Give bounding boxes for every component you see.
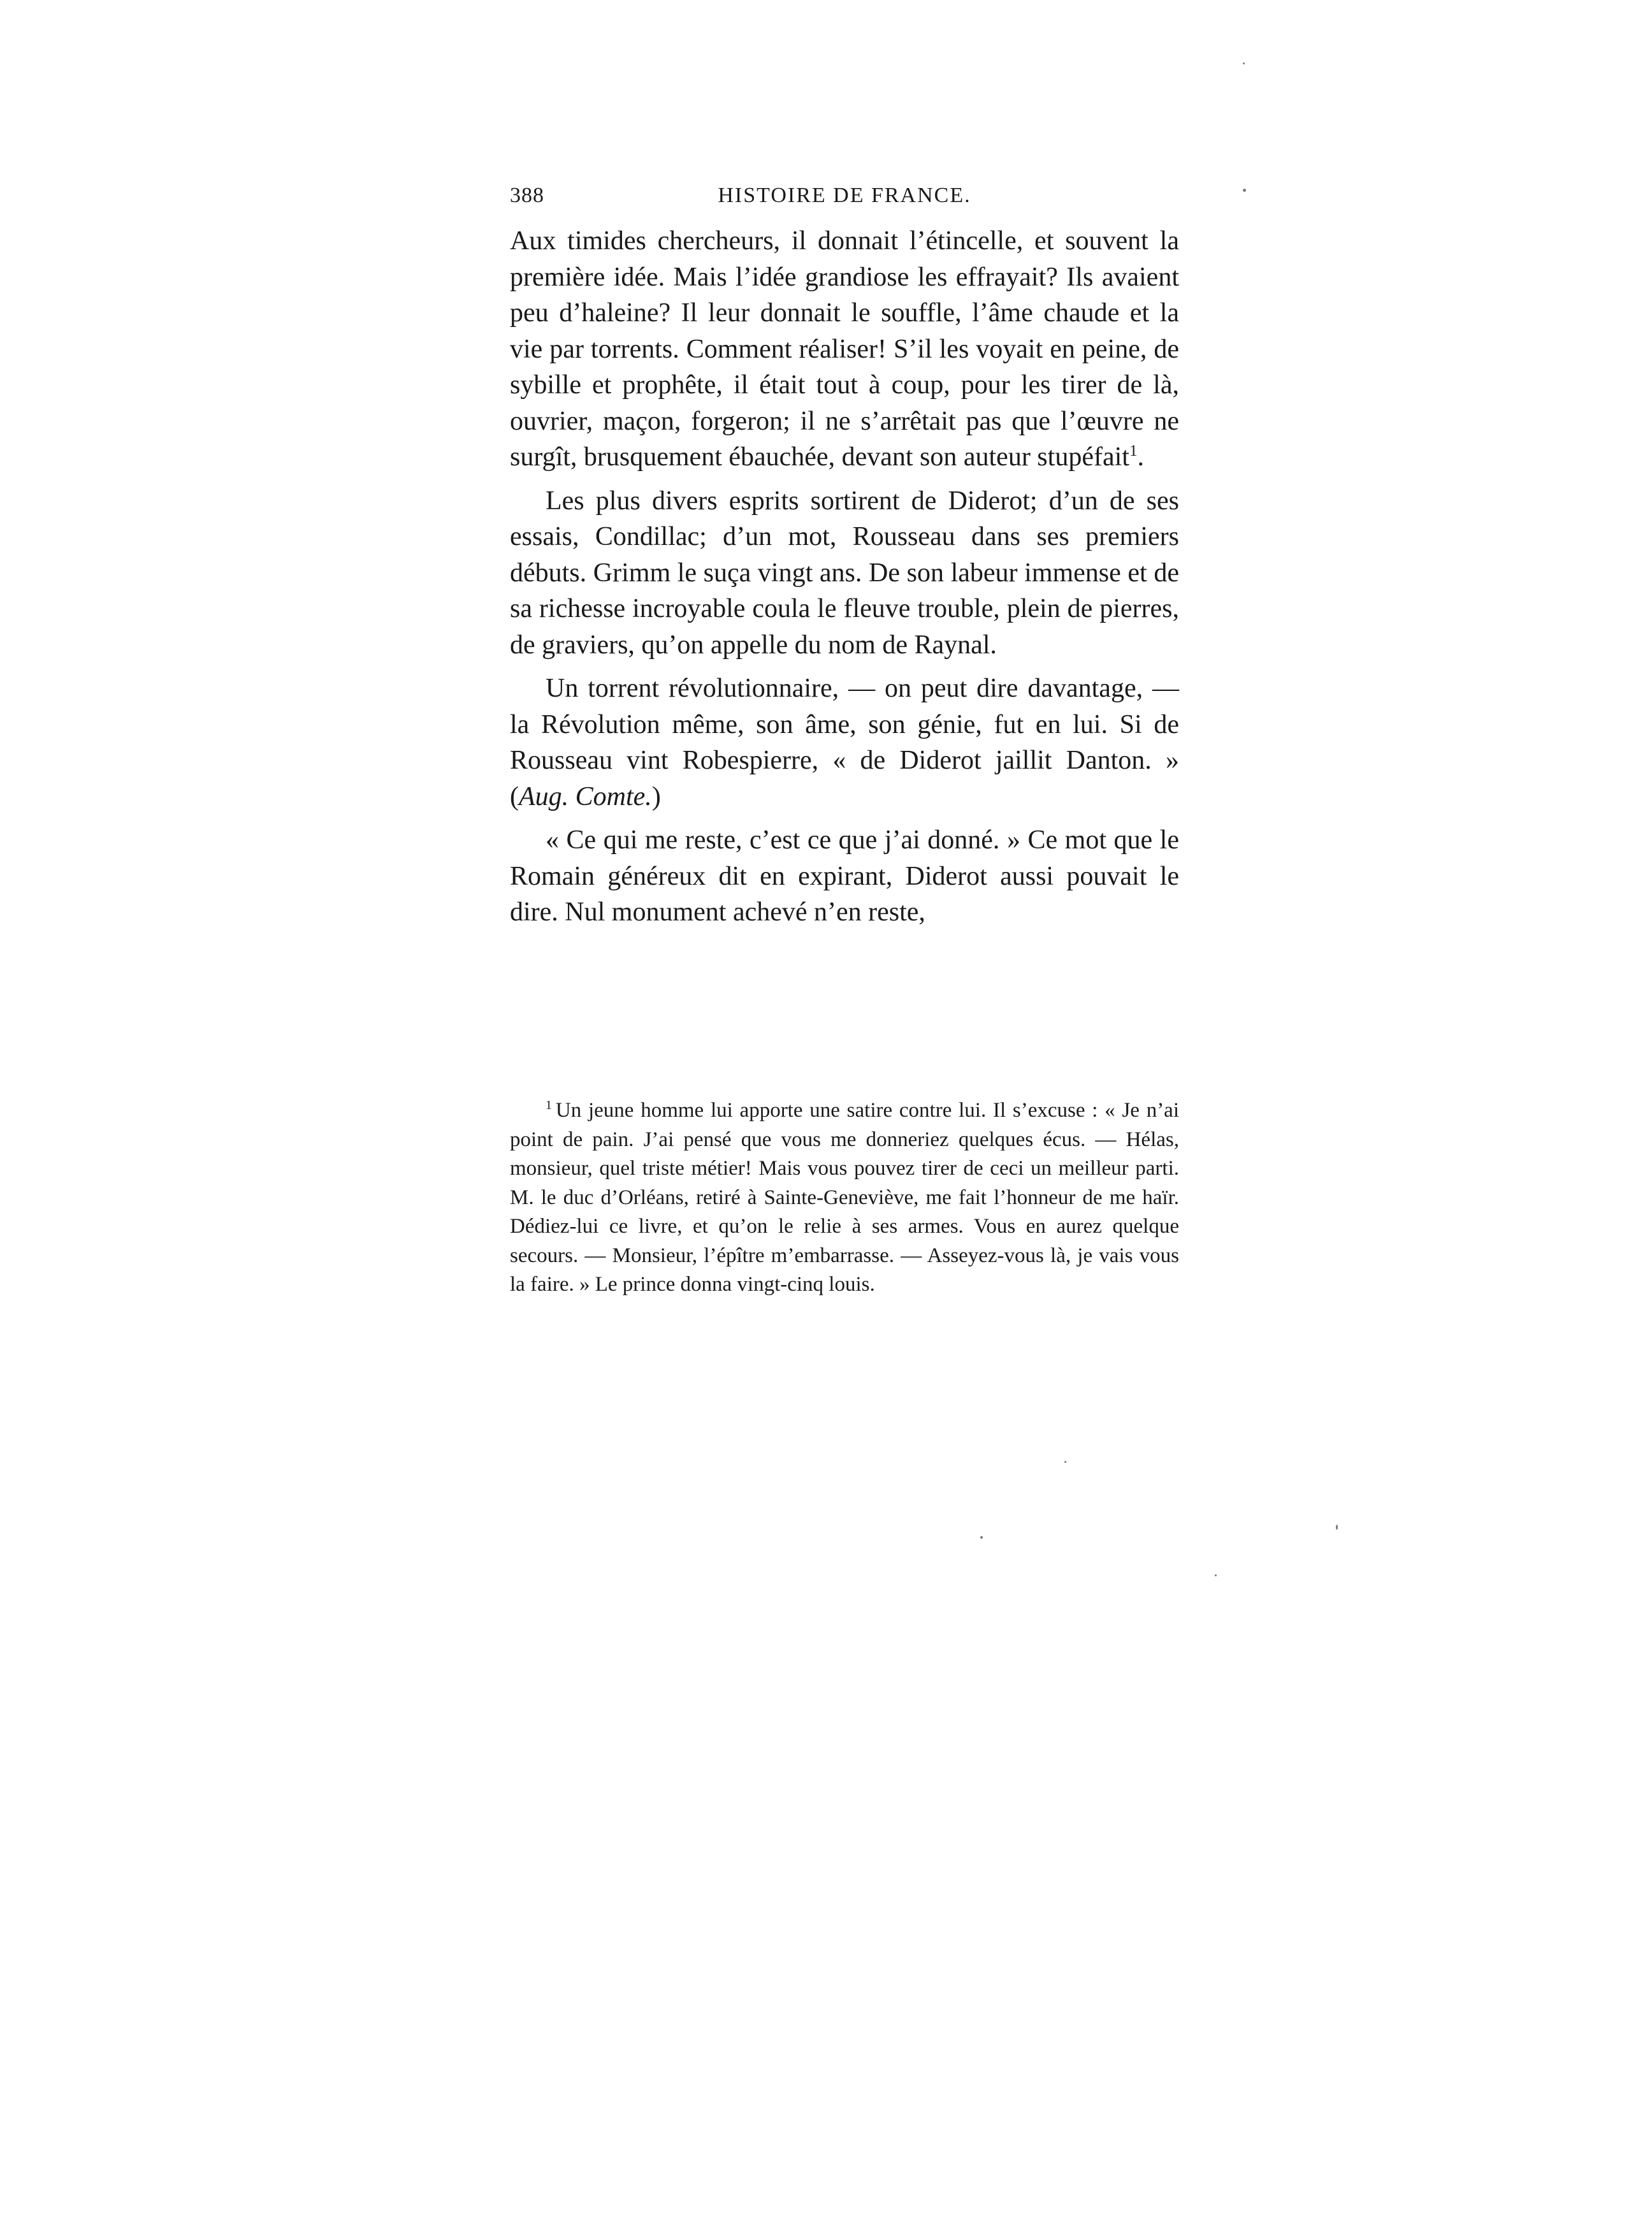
paragraph-3-end: )	[651, 781, 661, 811]
scan-speck	[1215, 1574, 1217, 1576]
footnote-marker: 1	[546, 1098, 552, 1112]
footnote-text: Un jeune homme lui apporte une satire contre lui. Il s’excuse : « Je n’ai point de pain. J’ai pensé que vous me donneriez quelques écus. — Hélas, monsieur, quel triste métier! Mais vous pouvez tirer de ceci un meilleur parti. M. le duc d’Orléans, retiré à Sainte-Geneviève, me fait l’honneur de me haïr. Dédiez-lui ce livre, et qu’on le relie à ses armes. Vous en aurez quelque secours. — Monsieur, l’épître m’embarrasse. — Asseyez-vous là, je vais vous la faire. » Le prince donna vingt-cinq louis.	[510, 1099, 1179, 1296]
main-text	[510, 223, 1179, 931]
page-number: 388	[510, 184, 544, 207]
running-title: HISTOIRE DE FRANCE.	[718, 184, 971, 207]
scan-speck	[1336, 1525, 1338, 1530]
footnote	[510, 1096, 1179, 1300]
scan-speck	[1064, 1461, 1066, 1463]
page-header	[510, 184, 1179, 215]
scan-speck	[1243, 189, 1246, 192]
paragraph-1-end: .	[1137, 442, 1145, 472]
paragraph-3-text: Un torrent révolutionnaire, — on peut dire davantage, — la Révolution même, son âme, son génie, fut en lui. Si de Rousseau vint Robespierre, « de Diderot jaillit Danton. » (	[510, 674, 1179, 811]
scan-speck	[1243, 62, 1245, 64]
paragraph-2: Les plus divers esprits sortirent de Diderot; d’un de ses essais, Condillac; d’un mot, Rousseau dans ses premiers débuts. Grimm le suça vingt ans. De son labeur immense et de sa richesse incroyable coula le fleuve trouble, plein de pierres, de graviers, qu’on appelle du nom de Raynal.	[510, 486, 1179, 660]
citation: Aug. Comte.	[519, 781, 652, 811]
paragraph-1-text: Aux timides chercheurs, il donnait l’étincelle, et souvent la première idée. Mais l’idée grandiose les effrayait? Ils avaient peu d’haleine? Il leur donnait le souffle, l’âme chaude et la vie par torrents. Comment réaliser! S’il les voyait en peine, de sybille et prophête, il était tout à coup, pour les tirer de là, ouvrier, maçon, forgeron; il ne s’arrêtait pas que l’œuvre ne surgît, brusquement ébauchée, devant son auteur stupéfait	[510, 226, 1179, 472]
paragraph-1	[510, 223, 1179, 476]
scan-speck	[980, 1536, 983, 1539]
paragraph-4: « Ce qui me reste, c’est ce que j’ai donné. » Ce mot que le Romain généreux dit en expirant, Diderot aussi pouvait le dire. Nul monument achevé n’en reste,	[510, 825, 1179, 927]
footnote-reference: 1	[1129, 442, 1138, 460]
footnote-1	[510, 1096, 1179, 1300]
paragraph-3	[510, 671, 1179, 815]
